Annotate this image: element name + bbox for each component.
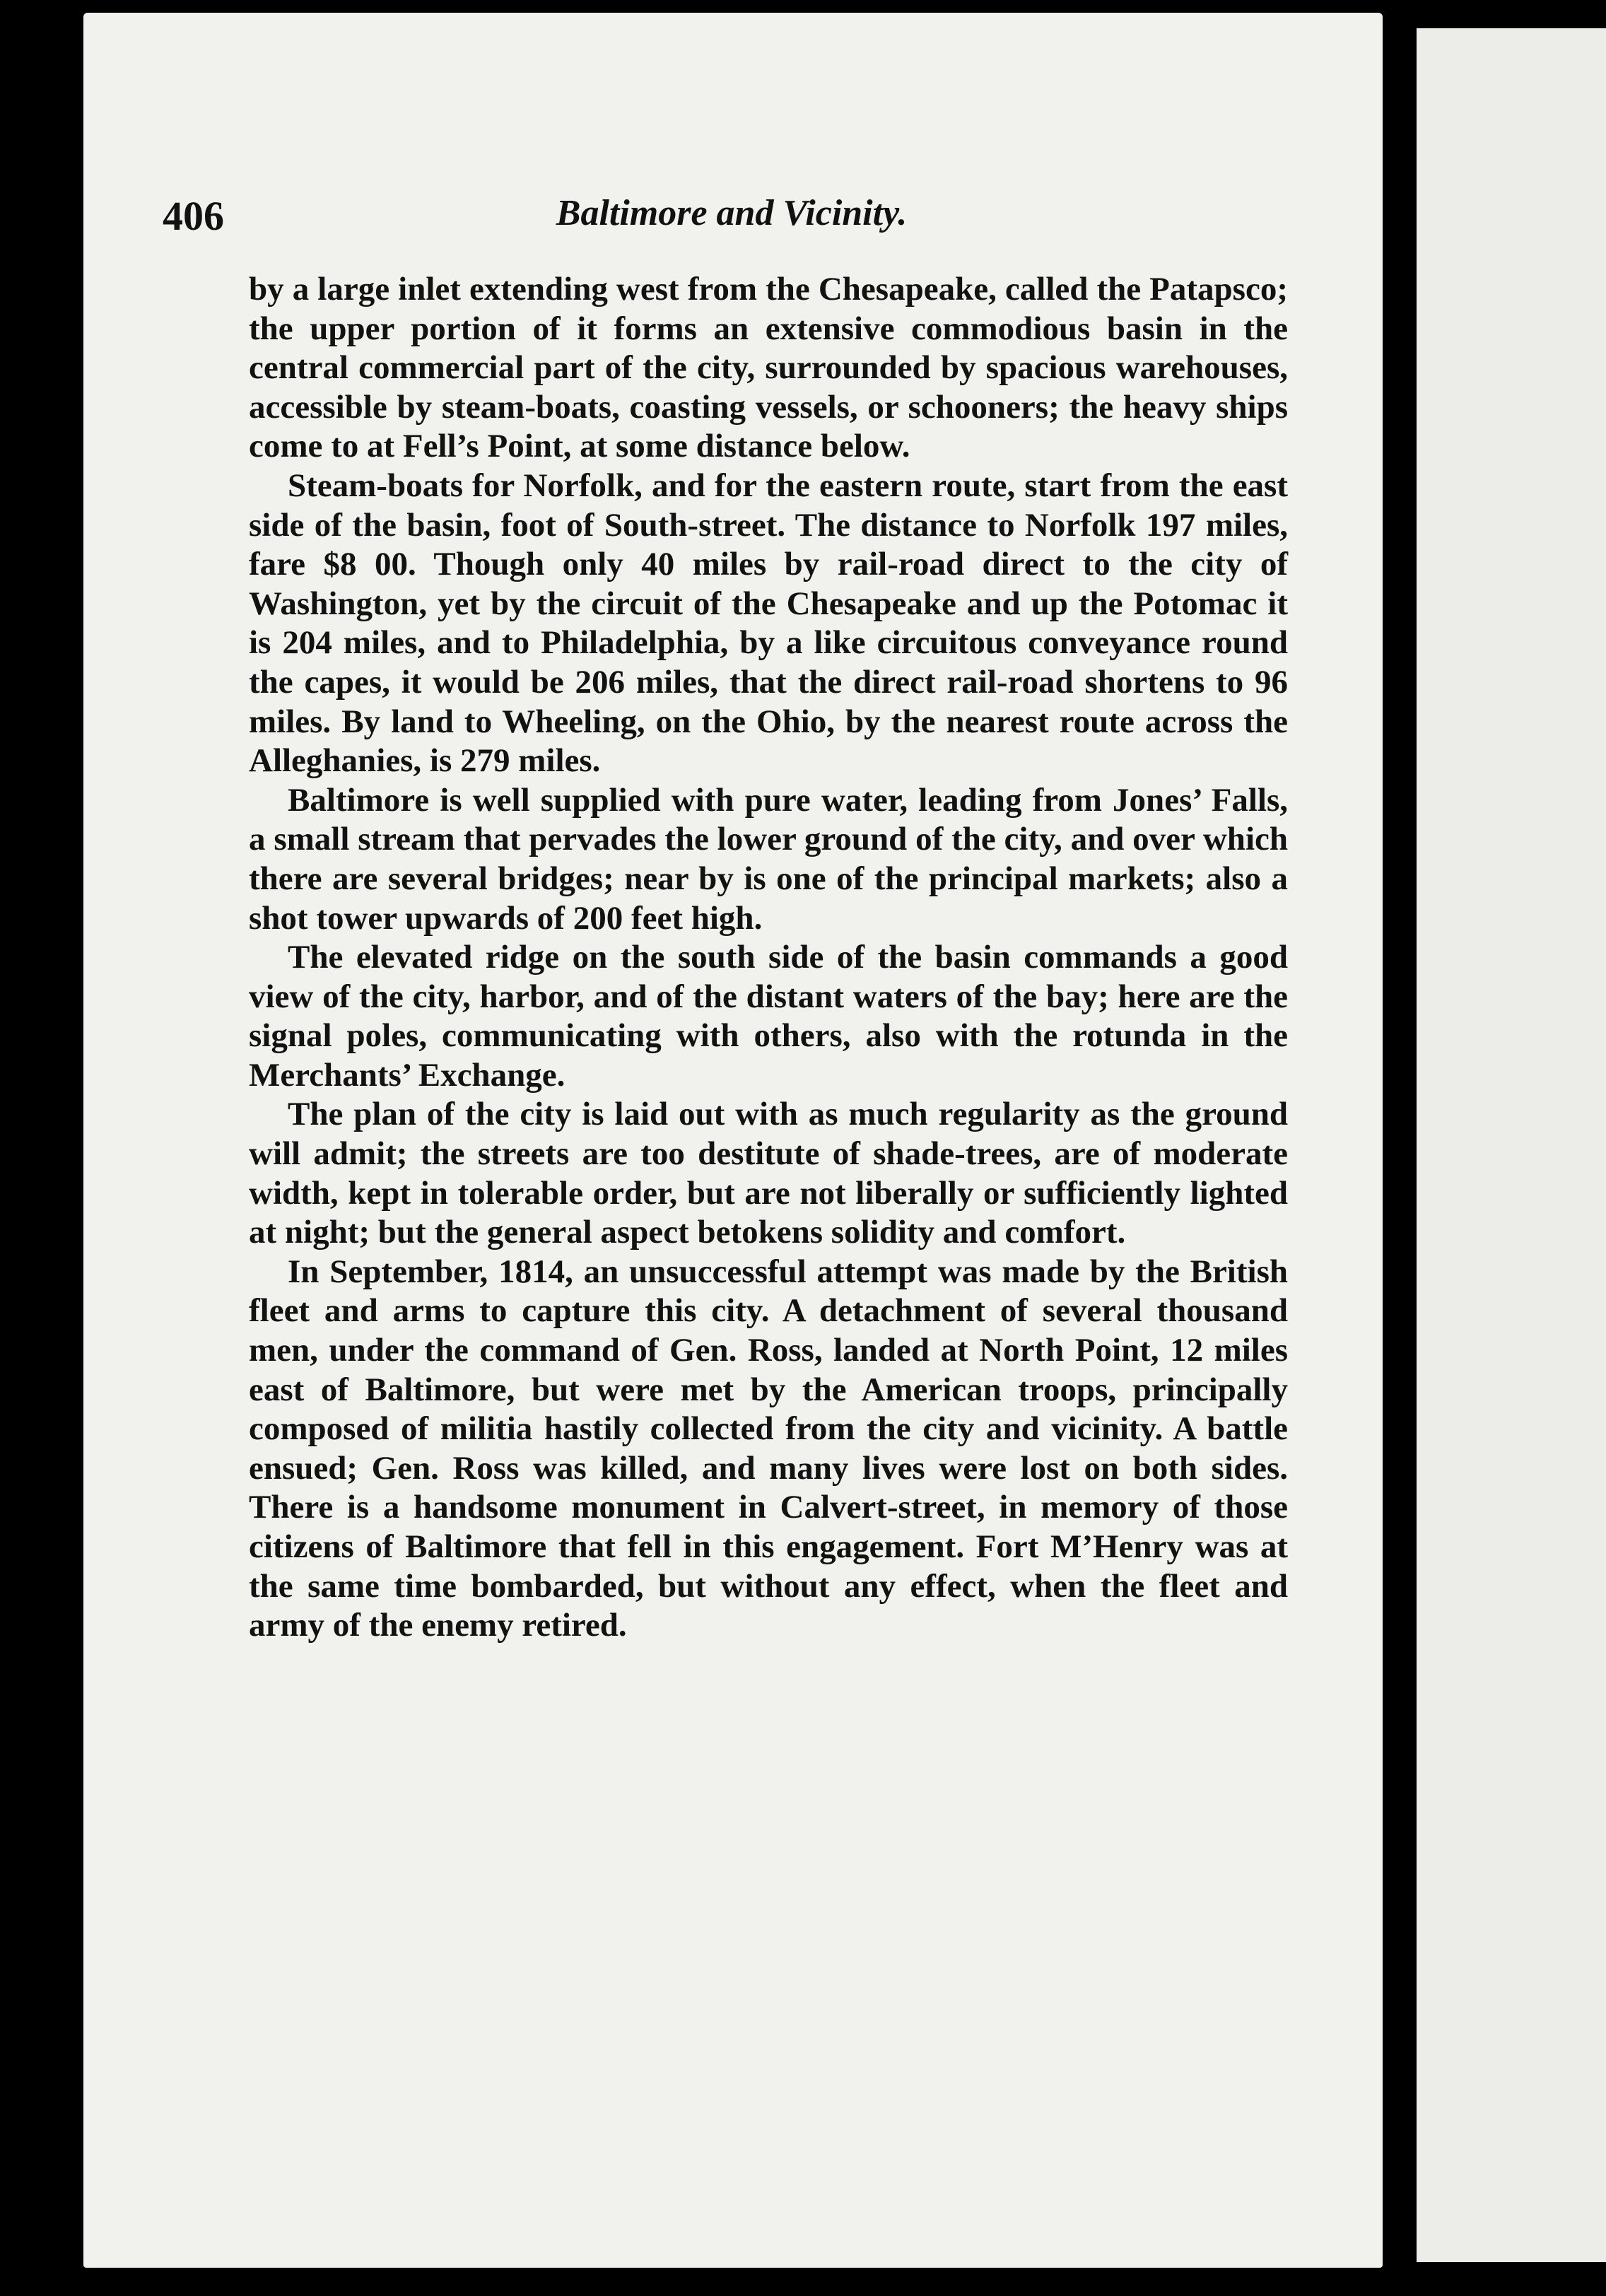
facing-page [1417,28,1606,2262]
paragraph: by a large inlet extending west from the Chesapeake, called the Patapsco; the upper portion of it forms an extensive commodious basin in the central commercial part of the city, surrounded by spacious warehouses, accessible by steam-boats, coasting vessels, or schooners; the heavy ships come to at Fell’s Point, at some distance below. [249,271,1288,465]
running-head: Baltimore and Vicinity. [556,193,908,233]
page-number: 406 [163,193,224,239]
paragraph: The elevated ridge on the south side of the basin commands a good view of the city, harbor, and of the distant waters of the bay; here are the signal poles, communicating with others, also with the rotunda in the Merchants’ Exchange. [249,939,1288,1094]
body-text [249,270,1288,1646]
page-header [163,192,1301,249]
paragraph: In September, 1814, an unsuccessful attempt was made by the British fleet and arms to capture this city. A detachment of several thousand men, under the command of Gen. Ross, landed at North Point, 12 miles east of Baltimore, but were met by the American troops, principally composed of militia hastily collected from the city and vicinity. A battle ensued; Gen. Ross was killed, and many lives were lost on both sides. There is a handsome monument in Calvert-street, in memory of those citizens of Baltimore that fell in this engagement. Fort M’Henry was at the same time bombarded, but without any effect, when the fleet and army of the enemy retired. [249,1253,1288,1644]
paragraph: Baltimore is well supplied with pure water, leading from Jones’ Falls, a small stream that pervades the lower ground of the city, and over which there are several bridges; near by is one of the principal markets; also a shot tower upwards of 200 feet high. [249,781,1288,937]
paragraph: Steam-boats for Norfolk, and for the eastern route, start from the east side of the basin, foot of South-street. The distance to Norfolk 197 miles, fare $8 00. Though only 40 miles by rail-road direct to the city of Washington, yet by the circuit of the Chesapeake and up the Potomac it is 204 miles, and to Philadelphia, by a like circuitous conveyance round the capes, it would be 206 miles, that the direct rail-road shortens to 96 miles. By land to Wheeling, on the Ohio, by the nearest route across the Alleghanies, is 279 miles. [249,467,1288,780]
paragraph: The plan of the city is laid out with as much regularity as the ground will admit; the streets are too destitute of shade-trees, are of moderate width, kept in tolerable order, but are not liberally or sufficiently lighted at night; but the general aspect betokens solidity and comfort. [249,1096,1288,1251]
book-gutter [1383,0,1417,2296]
